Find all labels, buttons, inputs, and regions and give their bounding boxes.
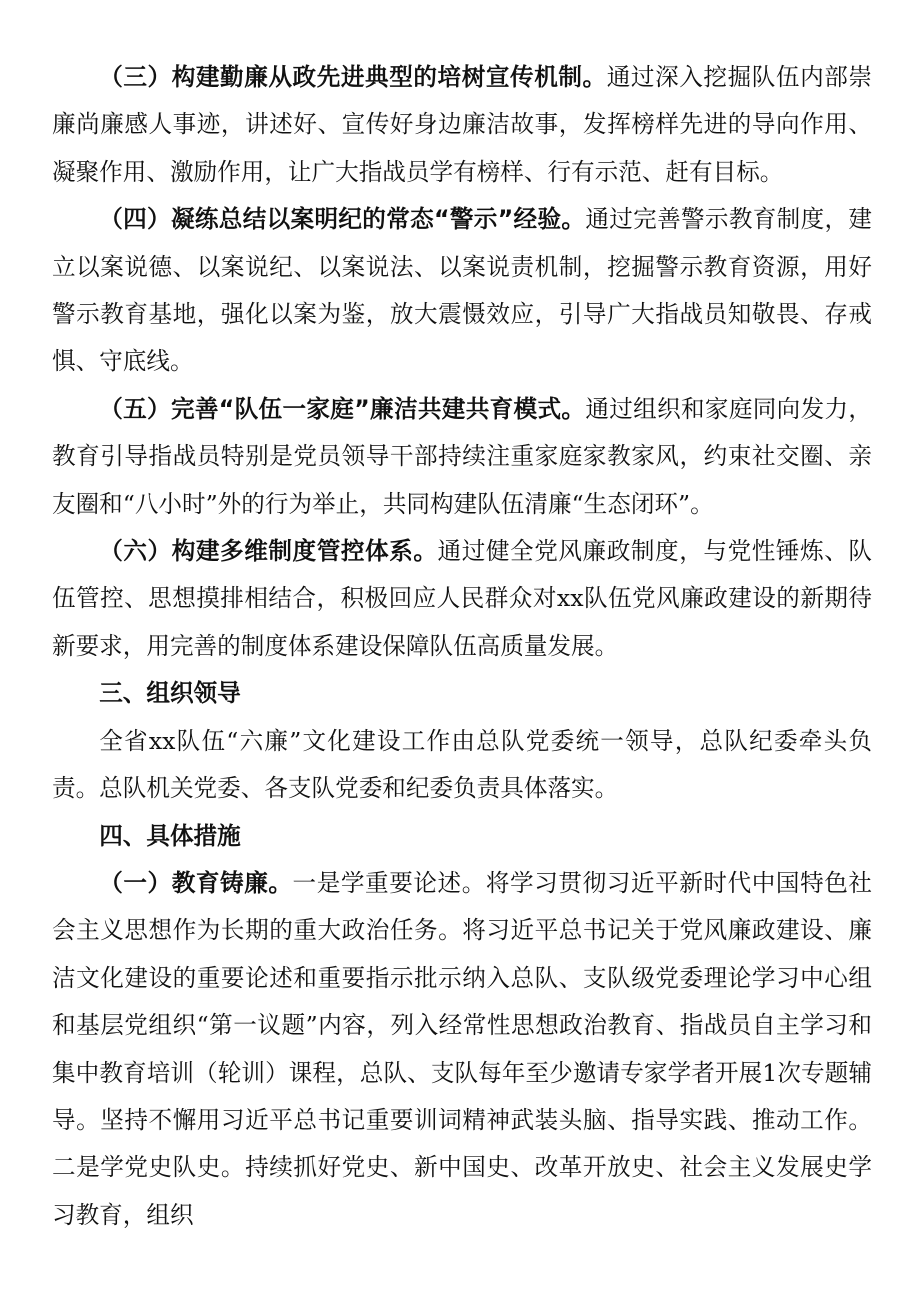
- paragraph-lead: （五）完善“队伍一家庭”廉洁共建共育模式。: [99, 394, 586, 423]
- paragraph-body: 通过深入挖掘队伍内部崇廉尚廉感人事迹，讲述好、宣传好身边廉洁故事，发挥榜样先进的导向作用、凝聚作用、激励作用，让广大指战员学有榜样、行有示范、赶有目标。: [52, 63, 873, 186]
- paragraph-lead: （六）构建多维制度管控体系。: [99, 537, 438, 566]
- paragraph-body: 通过完善警示教育制度，建立以案说德、以案说纪、以案说法、以案说责机制，挖掘警示教育资源，用好警示教育基地，强化以案为鉴，放大震慑效应，引导广大指战员知敬畏、存戒惧、守底线。: [52, 205, 873, 376]
- paragraph-mechanism-5: [52, 386, 872, 528]
- paragraph-mechanism-4: [52, 196, 872, 386]
- section-heading-organization: 三、组织领导: [99, 679, 241, 708]
- paragraph-lead: （一）教育铸廉。: [99, 868, 293, 897]
- paragraph-lead: （三）构建勤廉从政先进典型的培树宣传机制。: [99, 63, 607, 91]
- paragraph-mechanism-3: [52, 54, 872, 196]
- paragraph-lead: （四）凝练总结以案明纪的常态“警示”经验。: [99, 205, 586, 234]
- document-page: [52, 54, 872, 1239]
- section-heading-measures: 四、具体措施: [99, 821, 241, 850]
- paragraph-organization: 全省xx队伍“六廉”文化建设工作由总队党委统一领导，总队纪委牵头负责。总队机关党委、各支队党委和纪委负责具体落实。: [52, 726, 872, 803]
- paragraph-measure-1: [52, 860, 872, 1239]
- paragraph-mechanism-6: [52, 528, 872, 670]
- paragraph-body: 一是学重要论述。将学习贯彻习近平新时代中国特色社会主义思想作为长期的重大政治任务。将习近平总书记关于党风廉政建设、廉洁文化建设的重要论述和重要指示批示纳入总队、支队级党委理论学习中心组和基层党组织“第一议题”内容，列入经常性思想政治教育、指战员自主学习和集中教育培训（轮训）课程，总队、支队每年至少邀请专家学者开展1次专题辅导。坚持不懈用习近平总书记重要训词精神武装头脑、指导实践、推动工作。二是学党史队史。持续抓好党史、新中国史、改革开放史、社会主义发展史学习教育，组织: [52, 868, 873, 1229]
- paragraph-body: 通过健全党风廉政制度，与党性锤炼、队伍管控、思想摸排相结合，积极回应人民群众对xx队伍党风廉政建设的新期待新要求，用完善的制度体系建设保障队伍高质量发展。: [52, 537, 873, 660]
- paragraph-body: 通过组织和家庭同向发力，教育引导指战员特别是党员领导干部持续注重家庭家教家风，约束社交圈、亲友圈和“八小时”外的行为举止，共同构建队伍清廉“生态闭环”。: [52, 394, 873, 518]
